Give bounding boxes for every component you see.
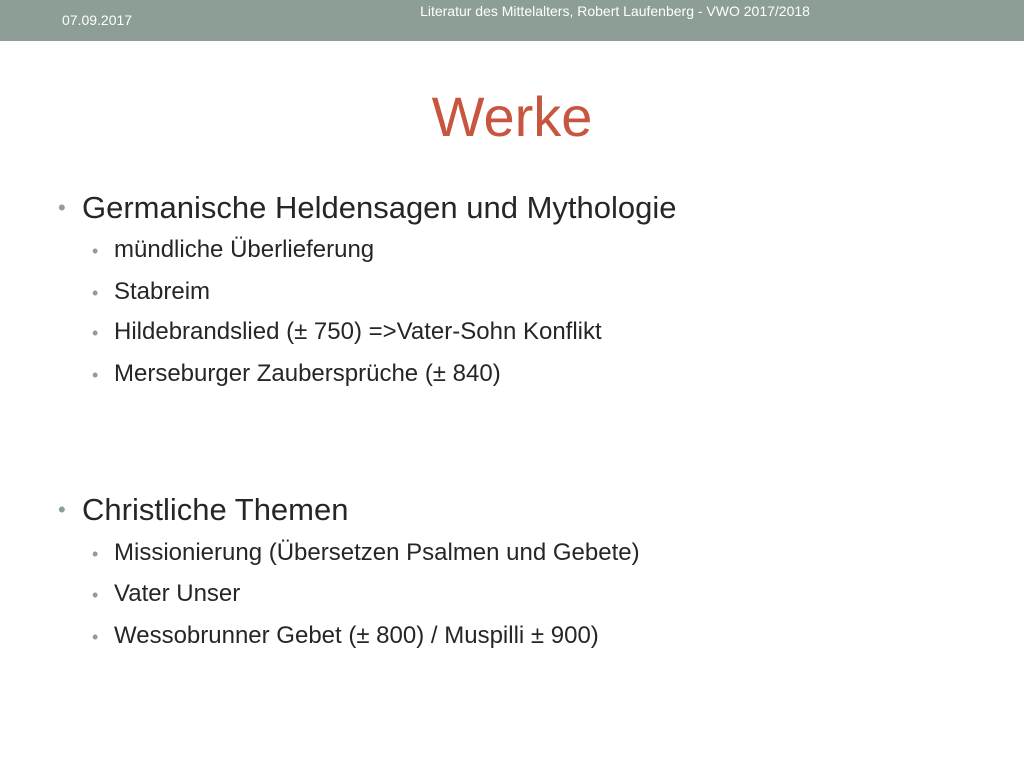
sub-bullet-item (92, 539, 640, 567)
slide-title: Werke (431, 85, 593, 148)
bullet-dot-icon: • (92, 544, 99, 564)
bullet-dot-icon: • (92, 283, 99, 303)
sub-bullet-item (92, 278, 211, 306)
bullet-dot-icon: • (92, 323, 99, 343)
bullet-dot-icon: • (92, 627, 99, 647)
bullet-text: Missionierung (Übersetzen Psalmen und Gebete) (114, 539, 640, 566)
sub-bullet-item (92, 236, 375, 264)
bullet-text: Christliche Themen (82, 492, 349, 527)
bullet-text: Germanische Heldensagen und Mythologie (82, 190, 677, 225)
slide-footer-text: Literatur des Mittelalters, Robert Laufenberg - VWO 2017/2018 (420, 3, 810, 19)
bullet-dot-icon: • (92, 365, 99, 385)
bullet-dot-icon: • (58, 195, 66, 220)
bullet-text: mündliche Überlieferung (114, 236, 375, 263)
bullet-text: Wessobrunner Gebet (± 800) / Muspilli ± 900) (114, 622, 599, 649)
sub-bullet-item (92, 580, 241, 608)
bullet-text: Hildebrandslied (± 750) =>Vater-Sohn Konflikt (114, 318, 602, 345)
bullet-dot-icon: • (92, 585, 99, 605)
bullet-text: Merseburger Zaubersprüche (± 840) (114, 360, 501, 387)
sub-bullet-item (92, 622, 599, 650)
bullet-text: Vater Unser (114, 580, 241, 607)
bullet-dot-icon: • (58, 497, 66, 522)
sub-bullet-item (92, 360, 501, 388)
bullet-dot-icon: • (92, 241, 99, 261)
slide-date: 07.09.2017 (62, 12, 133, 28)
bullet-heading-christian (58, 492, 349, 528)
sub-bullet-item (92, 318, 602, 346)
bullet-text: Stabreim (114, 278, 211, 305)
bullet-heading-germanic (58, 190, 677, 226)
header-bar (0, 0, 1024, 41)
